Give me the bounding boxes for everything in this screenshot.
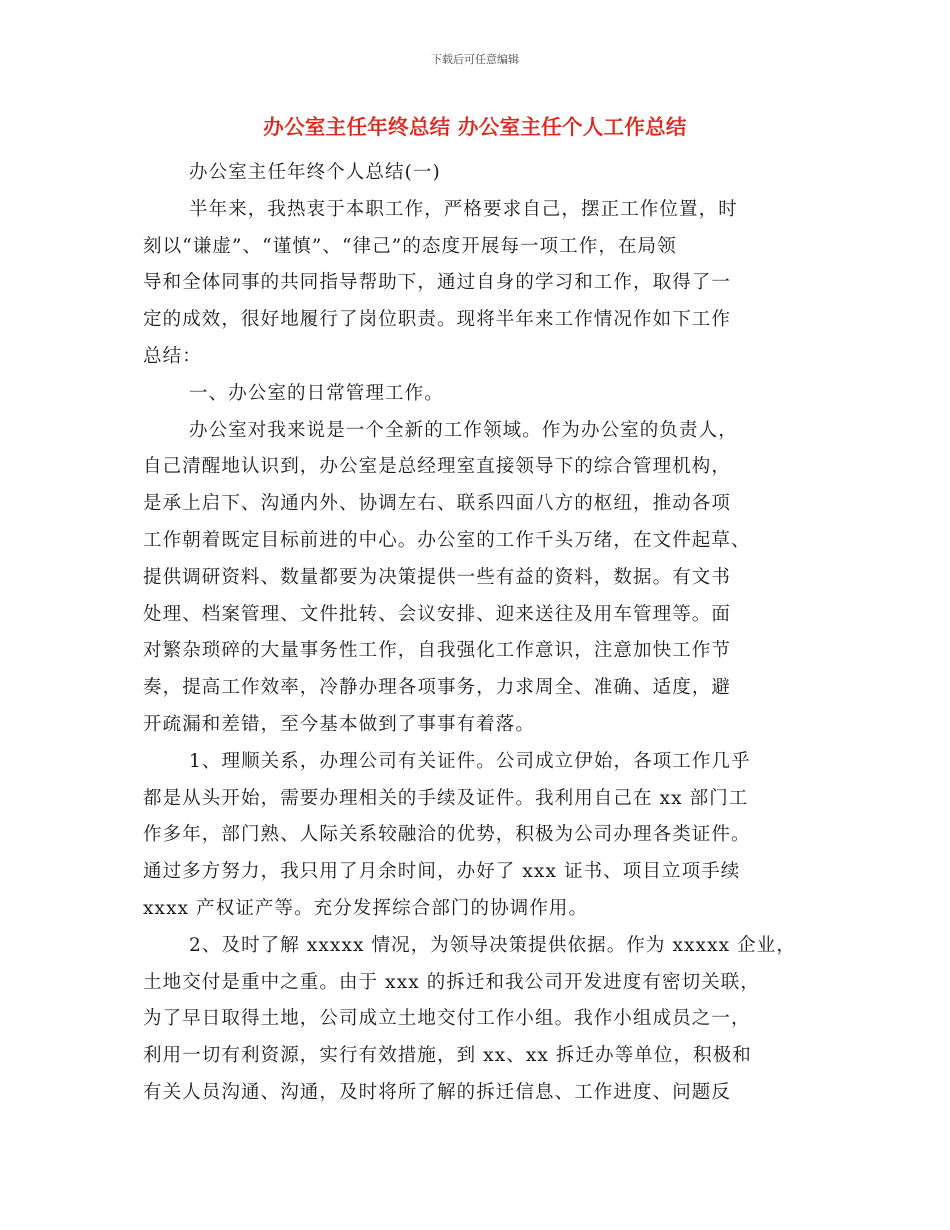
text-line: 自己清醒地认识到，办公室是总经理室直接领导下的综合管理机构，: [143, 456, 732, 478]
text-line: 为了早日取得土地，公司成立土地交付工作小组。我作小组成员之一，: [143, 1008, 751, 1030]
document-title: 办公室主任年终总结 办公室主任个人工作总结: [263, 115, 687, 139]
header-note: 下载后可任意编辑: [431, 53, 519, 66]
text-line: 提供调研资料、数量都要为决策提供一些有益的资料，数据。有文书: [143, 566, 732, 588]
text-line: 奏，提高工作效率，冷静办理各项事务，力求周全、准确、适度，避: [143, 677, 732, 699]
text-line: xxxx 产权证产等。充分发挥综合部门的协调作用。: [143, 897, 589, 919]
text-line: 利用一切有利资源，实行有效措施，到 xx、xx 拆迁办等单位，积极和: [143, 1045, 752, 1067]
paragraph-item-2: [143, 928, 815, 1112]
text-line: 办公室主任年终个人总结(一): [189, 162, 441, 183]
text-line: 1、理顺关系，办理公司有关证件。公司成立伊始，各项工作几乎: [189, 750, 751, 772]
text-line: 刻以“谦虚”、“谨慎”、“律己”的态度开展每一项工作，在局领: [143, 235, 677, 257]
text-line: 导和全体同事的共同指导帮助下，通过自身的学习和工作，取得了一: [143, 272, 732, 294]
text-line: 2、及时了解 xxxxx 情况，为领导决策提供依据。作为 xxxxx 企业，: [189, 934, 796, 956]
text-line: 对繁杂琐碎的大量事务性工作，自我强化工作意识，注意加快工作节: [143, 640, 732, 662]
document-body: [143, 155, 815, 1112]
section-heading-1: [143, 155, 815, 192]
paragraph-intro: [143, 192, 815, 376]
paragraph-item-1: [143, 744, 815, 928]
paragraph-office-role: [143, 413, 815, 744]
text-line: 一、办公室的日常管理工作。: [189, 382, 444, 404]
text-line: 是承上启下、沟通内外、协调左右、联系四面八方的枢纽，推动各项: [143, 493, 732, 515]
text-line: 办公室对我来说是一个全新的工作领域。作为办公室的负责人，: [189, 419, 738, 441]
text-line: 土地交付是重中之重。由于 xxx 的拆迁和我公司开发进度有密切关联，: [143, 971, 760, 993]
text-line: 都是从头开始，需要办理相关的手续及证件。我利用自己在 xx 部门工: [143, 787, 749, 809]
text-line: 开疏漏和差错，至今基本做到了事事有着落。: [143, 713, 536, 735]
text-line: 有关人员沟通、沟通，及时将所了解的拆迁信息、工作进度、问题反: [143, 1081, 732, 1103]
text-line: 工作朝着既定目标前进的中心。办公室的工作千头万绪，在文件起草、: [143, 529, 751, 551]
text-line: 总结：: [143, 345, 202, 367]
section-heading-2: [143, 376, 815, 413]
text-line: 处理、档案管理、文件批转、会议安排、迎来送往及用车管理等。面: [143, 603, 732, 625]
text-line: 半年来，我热衷于本职工作，严格要求自己，摆正工作位置，时: [189, 198, 738, 220]
text-line: 通过多方努力，我只用了月余时间，办好了 xxx 证书、项目立项手续: [143, 861, 741, 883]
text-line: 作多年，部门熟、人际关系较融洽的优势，积极为公司办理各类证件。: [143, 824, 751, 846]
text-line: 定的成效，很好地履行了岗位职责。现将半年来工作情况作如下工作: [143, 309, 732, 331]
